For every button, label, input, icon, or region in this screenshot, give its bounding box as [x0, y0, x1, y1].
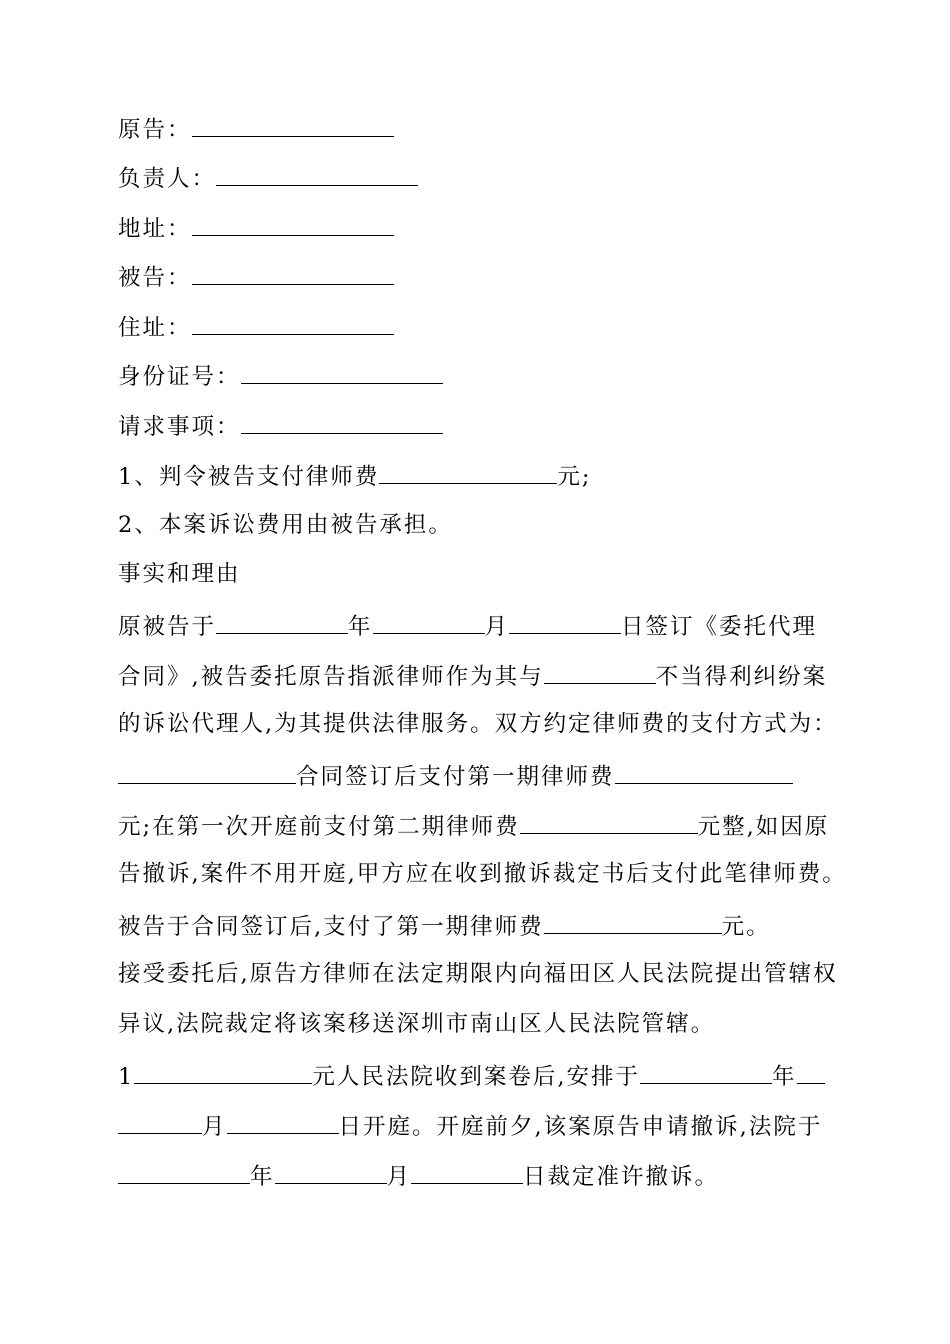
facts-line-1	[118, 609, 817, 639]
address-line	[118, 211, 394, 241]
defendant-line	[118, 260, 394, 290]
facts-heading	[118, 559, 241, 589]
request-blank[interactable]	[241, 409, 443, 434]
facts-line-4	[118, 759, 793, 789]
defendant-label: 被告：	[118, 265, 192, 291]
facts-text: 年	[771, 1064, 797, 1090]
request-line	[118, 409, 443, 439]
facts-line-5	[118, 809, 829, 839]
facts-line-3	[118, 709, 838, 739]
facts-line-9	[118, 1009, 715, 1039]
plaintiff-label: 原告：	[118, 117, 192, 143]
facts-text: 被告于合同签订后,支付了第一期律师费	[118, 914, 544, 940]
lawyer-fee-blank[interactable]	[379, 459, 557, 484]
facts-text: 合同签订后支付第一期律师费	[296, 764, 615, 790]
facts-text: 月	[202, 1114, 227, 1140]
residence-blank[interactable]	[192, 310, 394, 335]
hearing-day-blank[interactable]	[227, 1109, 339, 1134]
address-label: 地址：	[118, 216, 192, 242]
facts-text: 1	[118, 1064, 135, 1090]
request-item-2	[118, 510, 453, 540]
hearing-year-blank[interactable]	[640, 1059, 772, 1084]
defendant-blank[interactable]	[192, 260, 394, 285]
request-item-1-suffix: 元;	[557, 464, 592, 490]
facts-text: 月	[386, 1164, 412, 1190]
facts-text: 原被告于	[118, 614, 217, 640]
second-fee-blank[interactable]	[520, 809, 698, 834]
paid-fee-blank[interactable]	[544, 909, 722, 934]
facts-text: 的诉讼代理人,为其提供法律服务。双方约定律师费的支付方式为：	[118, 711, 838, 737]
facts-line-8	[118, 959, 838, 989]
hearing-month-blank-start[interactable]	[797, 1059, 825, 1084]
facts-text: 月	[484, 614, 510, 640]
facts-line-6	[118, 859, 847, 889]
facts-text: 告撤诉,案件不用开庭,甲方应在收到撤诉裁定书后支付此笔律师费。	[118, 861, 847, 887]
address-blank[interactable]	[192, 211, 394, 236]
facts-text: 元整,如因原	[697, 814, 830, 840]
plaintiff-blank[interactable]	[192, 112, 394, 137]
request-label: 请求事项：	[118, 414, 241, 440]
facts-line-11	[118, 1109, 822, 1139]
facts-line-12	[118, 1159, 719, 1189]
ruling-month-blank[interactable]	[275, 1159, 387, 1184]
request-item-2-text: 2、本案诉讼费用由被告承担。	[118, 512, 453, 538]
id-number-line	[118, 359, 443, 389]
facts-text: 不当得利纠纷案	[655, 664, 828, 690]
sign-year-blank[interactable]	[216, 609, 348, 634]
facts-text: 元人民法院收到案卷后,安排于	[312, 1064, 640, 1090]
facts-line-2	[118, 659, 827, 689]
hearing-month-blank-end[interactable]	[118, 1109, 202, 1134]
sign-day-blank[interactable]	[509, 609, 621, 634]
responsible-person-blank[interactable]	[216, 161, 418, 186]
facts-heading-text: 事实和理由	[118, 561, 241, 587]
facts-text: 日签订《委托代理	[621, 614, 818, 640]
responsible-person-line	[118, 161, 418, 191]
facts-text: 元;在第一次开庭前支付第二期律师费	[118, 814, 520, 840]
plaintiff-line	[118, 112, 394, 142]
sign-month-blank[interactable]	[373, 609, 485, 634]
request-item-1-text: 1、判令被告支付律师费	[118, 464, 380, 490]
facts-text: 日开庭。开庭前夕,该案原告申请撤诉,法院于	[338, 1114, 823, 1140]
facts-text: 日裁定准许撤诉。	[523, 1164, 720, 1190]
residence-label: 住址：	[118, 315, 192, 341]
facts-text: 年	[250, 1164, 275, 1190]
responsible-person-label: 负责人：	[118, 166, 217, 192]
facts-text: 异议,法院裁定将该案移送深圳市南山区人民法院管辖。	[118, 1011, 716, 1037]
request-item-1	[118, 459, 591, 489]
facts-text: 接受委托后,原告方律师在法定期限内向福田区人民法院提出管辖权	[118, 961, 838, 987]
ruling-year-blank[interactable]	[118, 1159, 250, 1184]
residence-line	[118, 310, 394, 340]
third-party-blank[interactable]	[544, 659, 656, 684]
facts-text: 合同》,被告委托原告指派律师作为其与	[118, 664, 544, 690]
first-fee-blank[interactable]	[615, 759, 793, 784]
facts-text: 元。	[721, 914, 771, 940]
id-number-label: 身份证号：	[118, 364, 241, 390]
id-number-blank[interactable]	[241, 359, 443, 384]
facts-line-10	[118, 1059, 825, 1089]
court-fee-blank[interactable]	[134, 1059, 312, 1084]
facts-line-7	[118, 909, 771, 939]
ruling-day-blank[interactable]	[411, 1159, 523, 1184]
facts-text: 年	[348, 614, 373, 640]
payment-method-blank[interactable]	[118, 759, 296, 784]
